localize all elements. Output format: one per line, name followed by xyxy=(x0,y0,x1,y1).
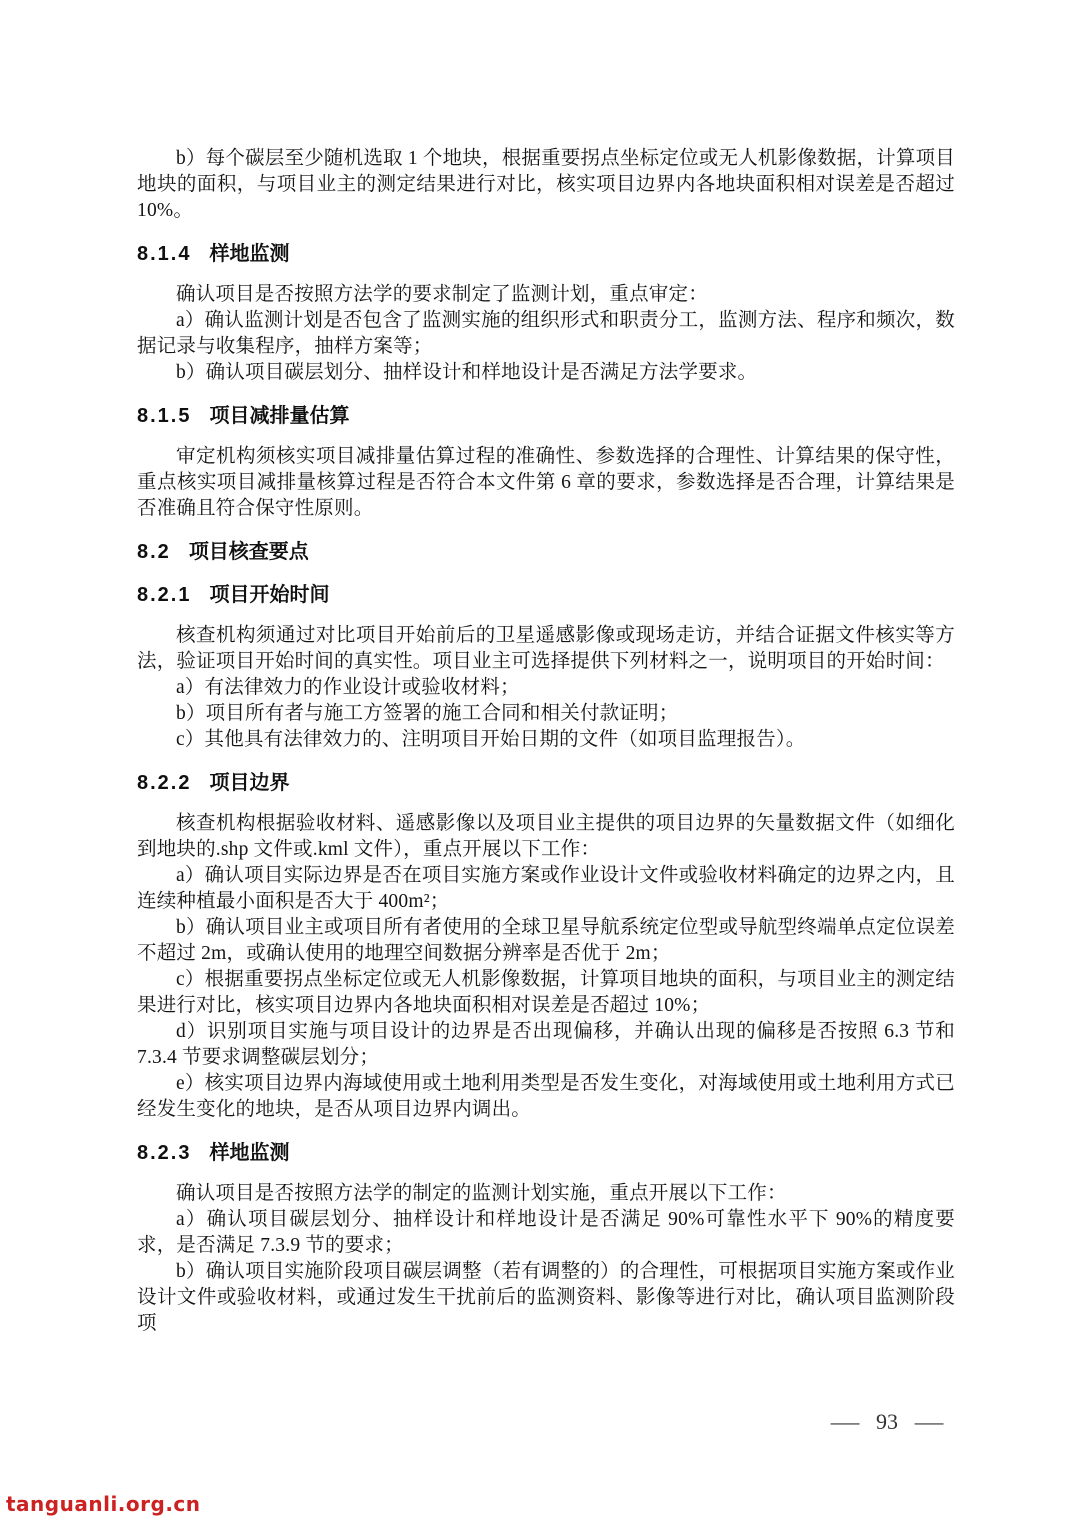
paragraph: b）项目所有者与施工方签署的施工合同和相关付款证明； xyxy=(176,703,679,724)
footer-left-dash: — xyxy=(830,1409,860,1434)
paragraph: c）根据重要拐点坐标定位或无人机影像数据，计算项目地块的面积，与项目业主的测定结果进行对比，核实项目边界内各地块面积相对误差是否超过 10%； xyxy=(137,969,955,1016)
section-heading xyxy=(137,241,955,267)
paragraph: 核查机构须通过对比项目开始前后的卫星遥感影像或现场走访，并结合证据文件核实等方法，验证项目开始时间的真实性。项目业主可选择提供下列材料之一，说明项目的开始时间： xyxy=(137,625,955,672)
paragraph: e）核实项目边界内海域使用或土地利用类型是否发生变化，对海域使用或土地利用方式已经发生变化的地块，是否从项目边界内调出。 xyxy=(137,1073,955,1120)
watermark: tanguanli.org.cn xyxy=(6,1492,201,1516)
paragraph: 审定机构须核实项目减排量估算过程的准确性、参数选择的合理性、计算结果的保守性，重点核实项目减排量核算过程是否符合本文件第 6 章的要求，参数选择是否合理，计算结果是否准确且符合保守性原则。 xyxy=(137,446,955,519)
section-number: 8.2.2 xyxy=(137,772,192,794)
paragraph: a）确认监测计划是否包含了监测实施的组织形式和职责分工，监测方法、程序和频次，数据记录与收集程序，抽样方案等； xyxy=(137,310,955,357)
paragraph: a）确认项目碳层划分、抽样设计和样地设计是否满足 90%可靠性水平下 90%的精度要求，是否满足 7.3.9 节的要求； xyxy=(137,1209,955,1256)
paragraph: b）确认项目碳层划分、抽样设计和样地设计是否满足方法学要求。 xyxy=(176,362,758,383)
section-title: 样地监测 xyxy=(209,1142,290,1164)
document-body xyxy=(137,146,955,1337)
section-title: 项目核查要点 xyxy=(188,541,309,563)
paragraph: 核查机构根据验收材料、遥感影像以及项目业主提供的项目边界的矢量数据文件（如细化到地块的.shp 文件或.kml 文件），重点开展以下工作： xyxy=(137,813,955,860)
section-title: 项目边界 xyxy=(209,772,290,794)
section-heading xyxy=(137,582,955,608)
section-title: 项目开始时间 xyxy=(209,584,330,606)
section-heading xyxy=(137,539,955,565)
paragraph: 确认项目是否按照方法学的制定的监测计划实施，重点开展以下工作： xyxy=(176,1183,787,1204)
section-title: 样地监测 xyxy=(209,243,290,265)
paragraph: c）其他具有法律效力的、注明项目开始日期的文件（如项目监理报告）。 xyxy=(176,729,806,750)
section-number: 8.1.4 xyxy=(137,243,192,265)
page-footer xyxy=(830,1409,944,1435)
paragraph: d）识别项目实施与项目设计的边界是否出现偏移，并确认出现的偏移是否按照 6.3 节和 7.3.4 节要求调整碳层划分； xyxy=(137,1021,955,1068)
page-number: 93 xyxy=(876,1409,898,1434)
paragraph: a）确认项目实际边界是否在项目实施方案或作业设计文件或验收材料确定的边界之内，且连续种植最小面积是否大于 400m²； xyxy=(137,865,955,912)
section-heading xyxy=(137,1140,955,1166)
paragraph: 确认项目是否按照方法学的要求制定了监测计划，重点审定： xyxy=(176,284,708,305)
section-heading xyxy=(137,403,955,429)
section-number: 8.2 xyxy=(137,541,171,563)
footer-right-dash: — xyxy=(914,1409,944,1434)
section-title: 项目减排量估算 xyxy=(209,405,350,427)
paragraph: b）确认项目业主或项目所有者使用的全球卫星导航系统定位型或导航型终端单点定位误差不超过 2m，或确认使用的地理空间数据分辨率是否优于 2m； xyxy=(137,917,955,964)
paragraph: b）确认项目实施阶段项目碳层调整（若有调整的）的合理性，可根据项目实施方案或作业设计文件或验收材料，或通过发生干扰前后的监测资料、影像等进行对比，确认项目监测阶段项 xyxy=(137,1261,955,1334)
section-number: 8.2.3 xyxy=(137,1142,192,1164)
section-number: 8.2.1 xyxy=(137,584,192,606)
section-number: 8.1.5 xyxy=(137,405,192,427)
paragraph: b）每个碳层至少随机选取 1 个地块，根据重要拐点坐标定位或无人机影像数据，计算项目地块的面积，与项目业主的测定结果进行对比，核实项目边界内各地块面积相对误差是否超过 10%。 xyxy=(137,148,955,221)
section-heading xyxy=(137,770,955,796)
paragraph: a）有法律效力的作业设计或验收材料； xyxy=(176,677,520,698)
